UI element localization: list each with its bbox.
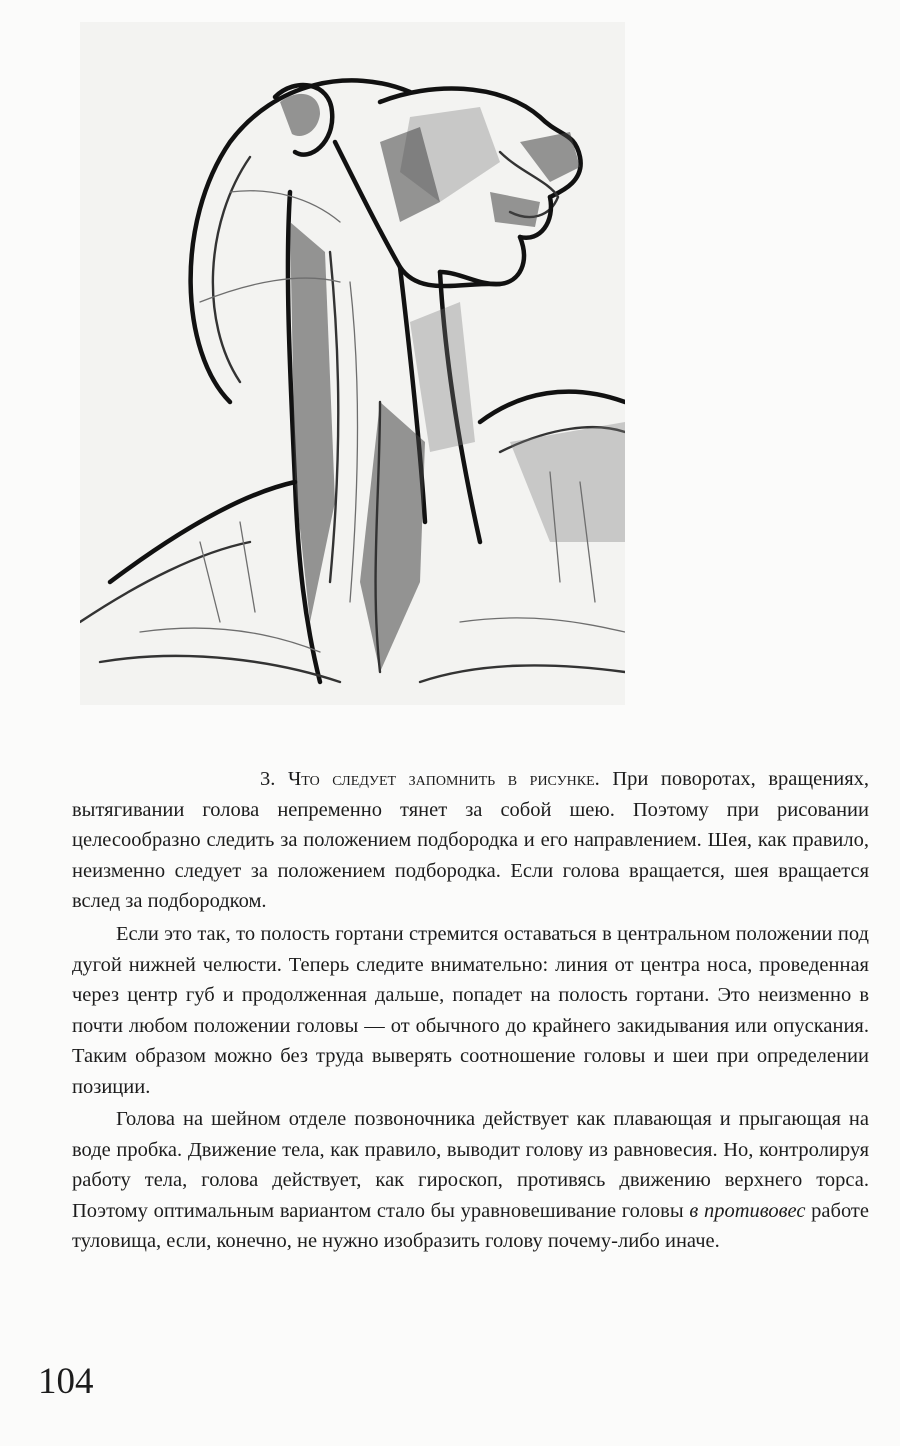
figure-head-neck-drawing: [80, 22, 625, 705]
page-number: 104: [38, 1361, 94, 1402]
paragraph-2: [72, 919, 869, 1103]
paragraph-3-end: работе туловища, если, конечно, не нужно изобразить голову почему-либо иначе.: [72, 1199, 869, 1253]
paragraph-3: [72, 1104, 869, 1257]
paragraph-3-start: Голова на шейном отделе позвоночника действует как плавающая и прыгающая на воде пробка. Движение тела, как правило, выводит голову из равновесия. Но, контролируя работу тела, голова действует, как гироскоп, противясь движению верхнего торса. Поэтому оптимальным вариантом стало бы уравновешивание головы: [72, 1108, 869, 1222]
section-heading: Что следует запомнить в рисунке.: [287, 768, 600, 790]
paragraph-2-text: Если это так, то полость гортани стремится оставаться в центральном положении под дугой нижней челюсти. Теперь следите внимательно: линия от центра носа, проведенная через центр губ и продолженная дальше, попадет на полость гортани. Это неизменно в почти любом положении головы — от обычного до крайнего закидывания или опускания. Таким образом можно без труда выверять соотношение головы и шеи при определении позиции.: [72, 923, 869, 1098]
paragraph-3-italic: в противовес: [689, 1199, 806, 1222]
paragraph-1-body: При поворотах, вращениях, вытягивании голова непременно тянет за собой шею. Поэтому при рисовании целесообразно следить за положением подбородка и его направлением. Шея, как правило, неизменно следует за положением подбородка. Если голова вращается, шея вращается вслед за подбородком.: [72, 768, 870, 913]
section-number: 3.: [260, 768, 276, 790]
paragraph-1: [72, 764, 869, 917]
